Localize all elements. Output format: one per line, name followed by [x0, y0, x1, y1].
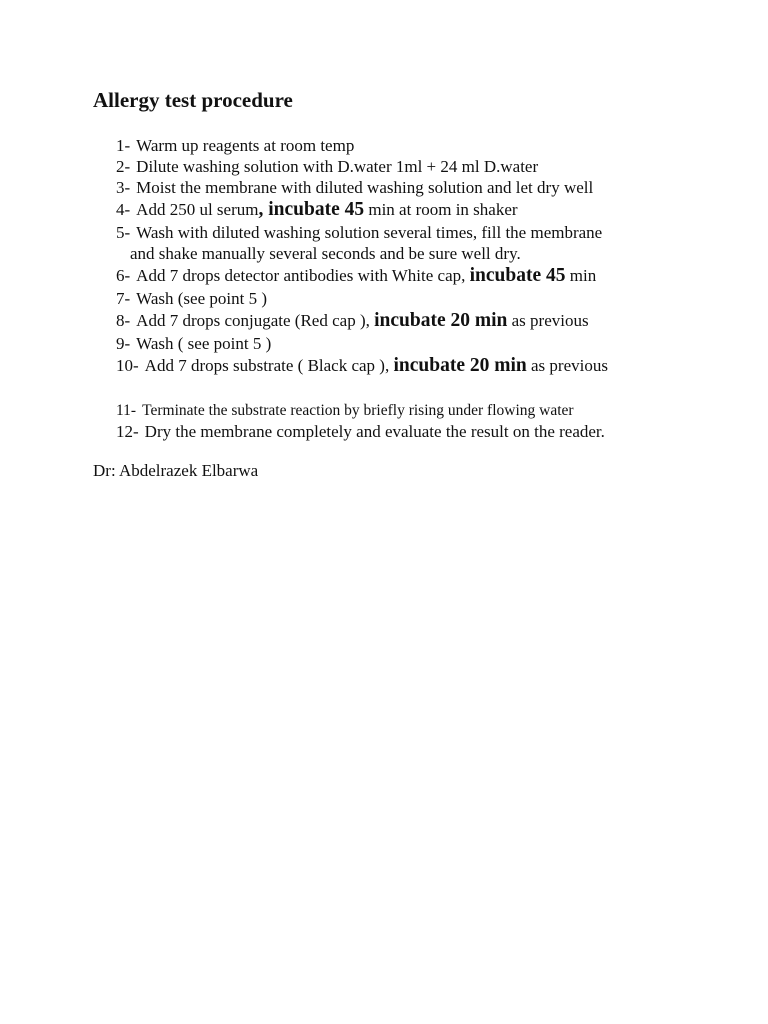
step-7: 7- Wash (see point 5 ) [116, 289, 267, 308]
step-3: 3- Moist the membrane with diluted washing solution and let dry well [116, 178, 594, 197]
step-5: 5- Wash with diluted washing solution several times, fill the membrane and shake manually several seconds and be sure well dry. [116, 222, 756, 264]
step-6: 6- Add 7 drops detector antibodies with White cap, incubate 45 min [116, 265, 597, 286]
step-10: 10- Add 7 drops substrate ( Black cap ), incubate 20 min as previous [116, 355, 608, 376]
step-9: 9- Wash ( see point 5 ) [116, 334, 272, 353]
step-12: 12- Dry the membrane completely and evaluate the result on the reader. [116, 422, 605, 441]
page-title: Allergy test procedure [93, 88, 293, 112]
step-2: 2- Dilute washing solution with D.water 1ml + 24 ml D.water [116, 157, 539, 176]
section-gap [116, 378, 756, 400]
step-1: 1- Warm up reagents at room temp [116, 136, 355, 155]
procedure-steps-list [116, 135, 756, 442]
step-4: 4- Add 250 ul serum, incubate 45 min at room in shaker [116, 199, 518, 220]
signature-line: Dr: Abdelrazek Elbarwa [93, 461, 259, 480]
step-8: 8- Add 7 drops conjugate (Red cap ), incubate 20 min as previous [116, 310, 589, 331]
step-11: 11- Terminate the substrate reaction by briefly rising under flowing water [116, 402, 574, 419]
step-5-continuation: and shake manually several seconds and be sure well dry. [130, 244, 521, 263]
